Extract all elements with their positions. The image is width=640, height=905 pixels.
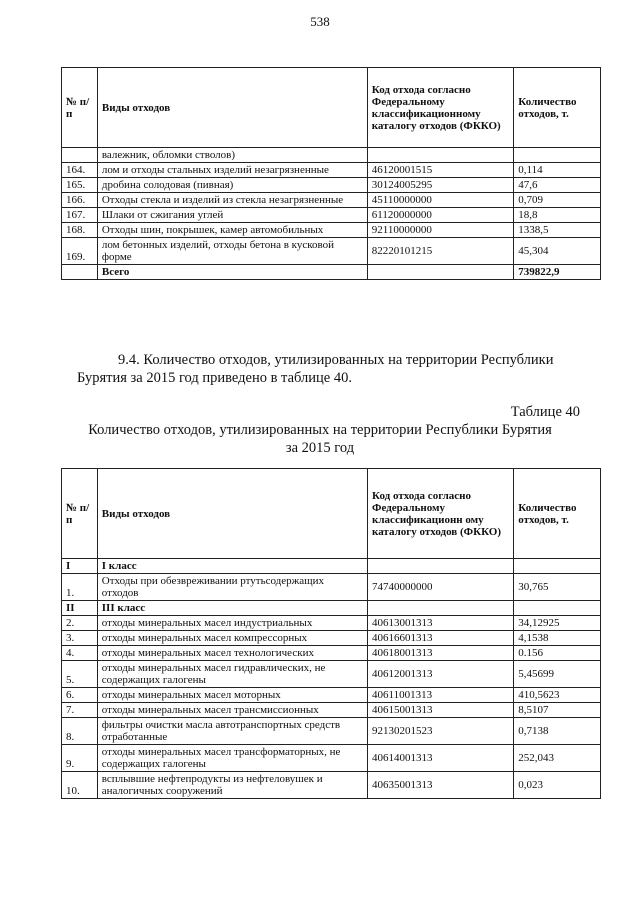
row-num: 7. bbox=[62, 703, 98, 718]
caption-line: за 2015 год bbox=[285, 440, 355, 456]
row-qty: 34,12925 bbox=[514, 616, 601, 631]
header-code: Код отхода согласно Федеральному классификационному каталогу отходов (ФККО) bbox=[367, 68, 514, 148]
row-qty bbox=[514, 559, 601, 574]
row-num: 3. bbox=[62, 631, 98, 646]
row-code: 40635001313 bbox=[368, 772, 514, 799]
row-code bbox=[368, 559, 514, 574]
row-code: 30124005295 bbox=[367, 178, 514, 193]
row-type: Отходы стекла и изделий из стекла незагрязненные bbox=[97, 193, 367, 208]
row-type: III класс bbox=[97, 601, 367, 616]
row-qty bbox=[514, 601, 601, 616]
header-num: № п/п bbox=[62, 68, 98, 148]
table-row bbox=[62, 688, 601, 703]
table-body bbox=[62, 148, 601, 265]
row-code: 40618001313 bbox=[368, 646, 514, 661]
table-row bbox=[62, 646, 601, 661]
total-label: Всего bbox=[97, 265, 367, 280]
row-code: 40613001313 bbox=[368, 616, 514, 631]
row-qty: 252,043 bbox=[514, 745, 601, 772]
row-type: отходы минеральных масел компрессорных bbox=[97, 631, 367, 646]
row-code: 92130201523 bbox=[368, 718, 514, 745]
row-type: валежник, обломки стволов) bbox=[97, 148, 367, 163]
row-type: отходы минеральных масел гидравлических, не содержащих галогены bbox=[97, 661, 367, 688]
table-row bbox=[62, 631, 601, 646]
table-row bbox=[62, 703, 601, 718]
row-type: всплывшие нефтепродукты из нефтеловушек и аналогичных сооружений bbox=[97, 772, 367, 799]
row-type: лом и отходы стальных изделий незагрязненные bbox=[97, 163, 367, 178]
row-type: отходы минеральных масел технологических bbox=[97, 646, 367, 661]
row-num: 9. bbox=[62, 745, 98, 772]
header-qty: Количество отходов, т. bbox=[514, 469, 601, 559]
row-num: 164. bbox=[62, 163, 98, 178]
row-qty bbox=[514, 148, 601, 163]
row-qty: 0.156 bbox=[514, 646, 601, 661]
row-qty: 0,114 bbox=[514, 163, 601, 178]
row-qty: 1338,5 bbox=[514, 223, 601, 238]
row-num: 2. bbox=[62, 616, 98, 631]
paragraph-line: Бурятия за 2015 год приведено в таблице 40. bbox=[77, 370, 352, 386]
row-code: 40616601313 bbox=[368, 631, 514, 646]
row-type: I класс bbox=[97, 559, 367, 574]
row-code: 40612001313 bbox=[368, 661, 514, 688]
row-num: 169. bbox=[62, 238, 98, 265]
row-num: 10. bbox=[62, 772, 98, 799]
waste-table-continued bbox=[61, 67, 601, 280]
row-type: Шлаки от сжигания углей bbox=[97, 208, 367, 223]
row-qty: 0,023 bbox=[514, 772, 601, 799]
row-qty: 30,765 bbox=[514, 574, 601, 601]
row-qty: 0,7138 bbox=[514, 718, 601, 745]
table-row bbox=[62, 178, 601, 193]
row-type: Отходы при обезвреживании ртутьсодержащих отходов bbox=[97, 574, 367, 601]
table-row bbox=[62, 193, 601, 208]
row-code bbox=[368, 601, 514, 616]
row-type: отходы минеральных масел трансформаторных, не содержащих галогены bbox=[97, 745, 367, 772]
row-type: Отходы шин, покрышек, камер автомобильных bbox=[97, 223, 367, 238]
row-num: II bbox=[62, 601, 98, 616]
row-num: 5. bbox=[62, 661, 98, 688]
table-row bbox=[62, 238, 601, 265]
caption-line: Количество отходов, утилизированных на территории Республики Бурятия bbox=[88, 422, 552, 438]
row-type: отходы минеральных масел трансмиссионных bbox=[97, 703, 367, 718]
row-qty: 45,304 bbox=[514, 238, 601, 265]
row-qty: 18,8 bbox=[514, 208, 601, 223]
table-row bbox=[62, 208, 601, 223]
row-code: 45110000000 bbox=[367, 193, 514, 208]
row-type: дробина солодовая (пивная) bbox=[97, 178, 367, 193]
row-qty: 8,5107 bbox=[514, 703, 601, 718]
table-row bbox=[62, 718, 601, 745]
table-row bbox=[62, 559, 601, 574]
table-row bbox=[62, 745, 601, 772]
row-qty: 410,5623 bbox=[514, 688, 601, 703]
table-row bbox=[62, 574, 601, 601]
row-num: 165. bbox=[62, 178, 98, 193]
header-type: Виды отходов bbox=[97, 469, 367, 559]
table-header-row bbox=[62, 68, 601, 148]
row-num bbox=[62, 148, 98, 163]
waste-utilized-table bbox=[61, 468, 601, 799]
row-code: 74740000000 bbox=[368, 574, 514, 601]
header-qty: Количество отходов, т. bbox=[514, 68, 601, 148]
total-row bbox=[62, 265, 601, 280]
row-type: фильтры очистки масла автотранспортных средств отработанные bbox=[97, 718, 367, 745]
table-row bbox=[62, 148, 601, 163]
row-code: 40611001313 bbox=[368, 688, 514, 703]
row-num: I bbox=[62, 559, 98, 574]
table-label: Таблице 40 bbox=[510, 404, 580, 420]
row-qty: 47,6 bbox=[514, 178, 601, 193]
header-code: Код отхода согласно Федеральному классификационн ому каталогу отходов (ФККО) bbox=[368, 469, 514, 559]
row-code: 40615001313 bbox=[368, 703, 514, 718]
table-row bbox=[62, 163, 601, 178]
header-num: № п/п bbox=[62, 469, 98, 559]
row-code bbox=[367, 148, 514, 163]
row-qty: 5,45699 bbox=[514, 661, 601, 688]
table-row bbox=[62, 616, 601, 631]
page-number: 538 bbox=[310, 14, 330, 29]
row-code: 92110000000 bbox=[367, 223, 514, 238]
table-row bbox=[62, 772, 601, 799]
total-num-cell bbox=[62, 265, 98, 280]
row-type: отходы минеральных масел индустриальных bbox=[97, 616, 367, 631]
header-type: Виды отходов bbox=[97, 68, 367, 148]
paragraph-9-4 bbox=[0, 351, 640, 387]
table-row bbox=[62, 601, 601, 616]
row-num: 168. bbox=[62, 223, 98, 238]
row-num: 167. bbox=[62, 208, 98, 223]
row-type: отходы минеральных масел моторных bbox=[97, 688, 367, 703]
table-body bbox=[62, 559, 601, 799]
table-row bbox=[62, 223, 601, 238]
row-code: 82220101215 bbox=[367, 238, 514, 265]
total-value: 739822,9 bbox=[514, 265, 601, 280]
row-num: 4. bbox=[62, 646, 98, 661]
row-num: 8. bbox=[62, 718, 98, 745]
row-code: 61120000000 bbox=[367, 208, 514, 223]
row-num: 1. bbox=[62, 574, 98, 601]
row-num: 166. bbox=[62, 193, 98, 208]
row-type: лом бетонных изделий, отходы бетона в кусковой форме bbox=[97, 238, 367, 265]
row-num: 6. bbox=[62, 688, 98, 703]
total-code-cell bbox=[367, 265, 514, 280]
row-code: 40614001313 bbox=[368, 745, 514, 772]
table-header-row bbox=[62, 469, 601, 559]
row-code: 46120001515 bbox=[367, 163, 514, 178]
paragraph-line: 9.4. Количество отходов, утилизированных на территории Республики bbox=[118, 352, 554, 368]
table-caption bbox=[0, 421, 640, 457]
table-row bbox=[62, 661, 601, 688]
row-qty: 4,1538 bbox=[514, 631, 601, 646]
row-qty: 0,709 bbox=[514, 193, 601, 208]
